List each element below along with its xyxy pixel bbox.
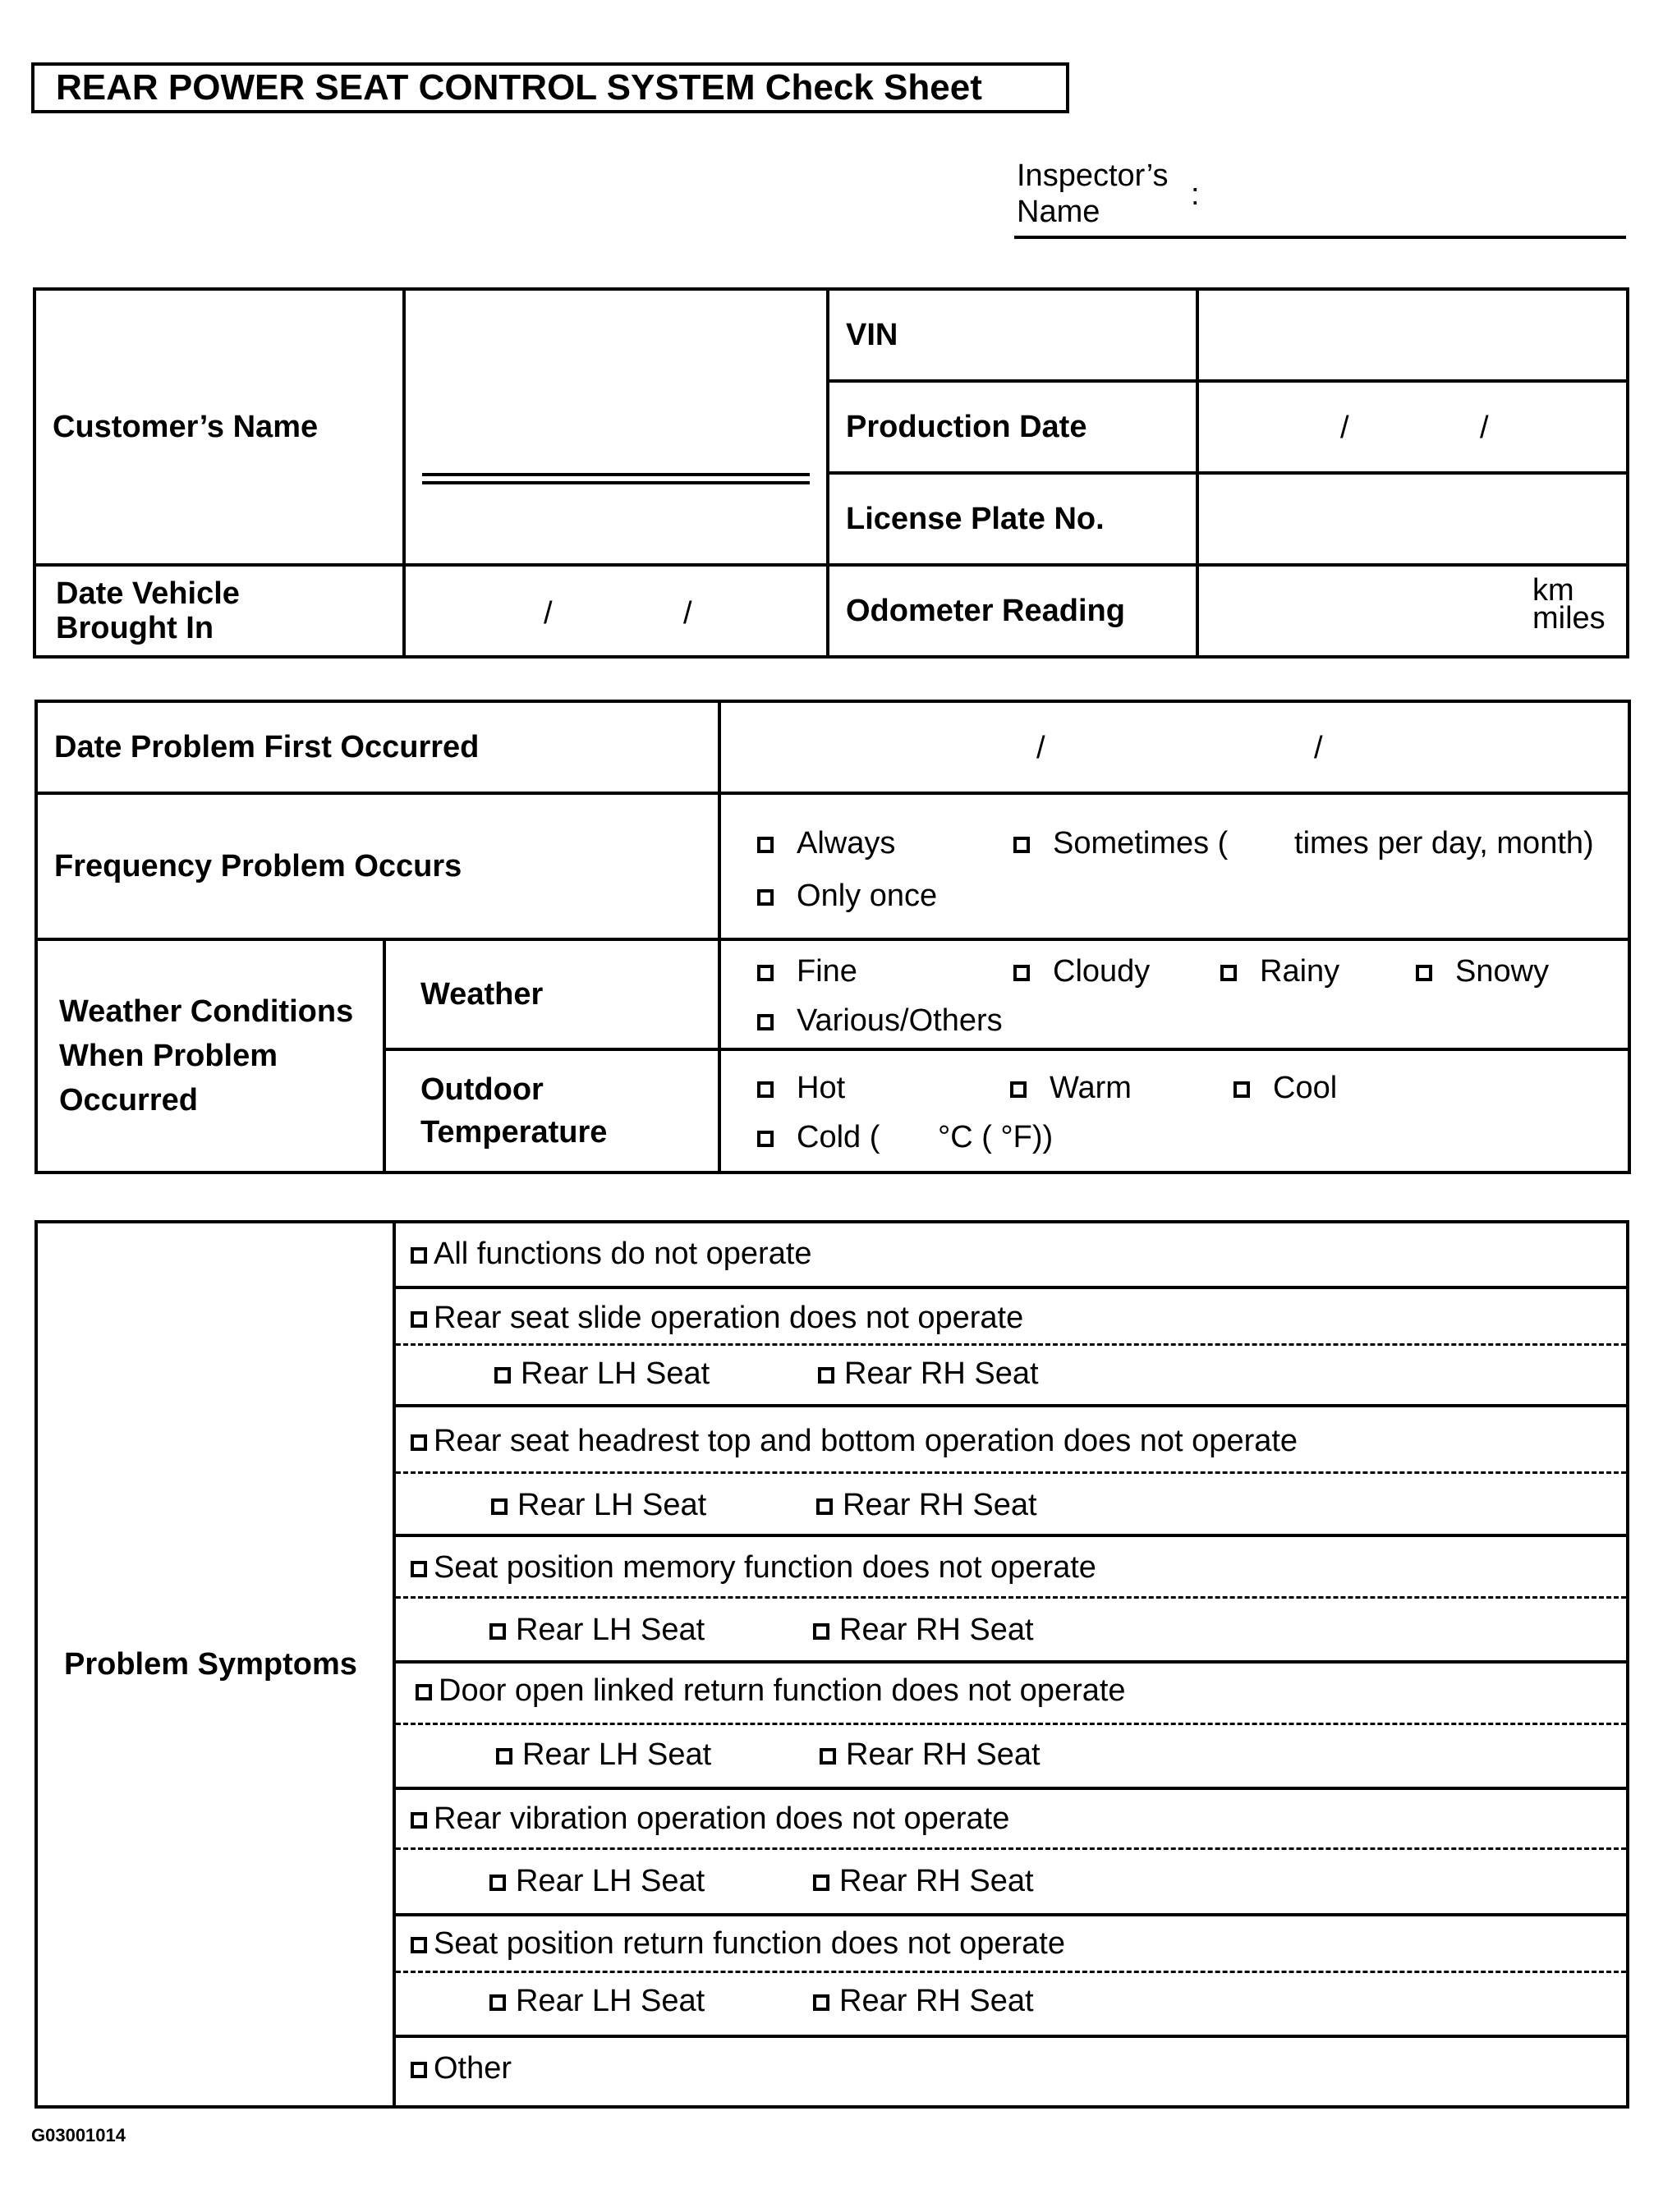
inspector-colon: : xyxy=(1191,177,1200,212)
unit-km: km xyxy=(1532,573,1574,608)
symptom-label: Seat position return function does not operate xyxy=(434,1926,1065,1961)
weather-fine-label: Fine xyxy=(797,954,857,989)
date-separator: / xyxy=(544,596,553,631)
checkbox-door-lh[interactable] xyxy=(496,1748,512,1765)
checkbox-other[interactable] xyxy=(411,2062,427,2078)
rear-rh-seat-label: Rear RH Seat xyxy=(839,1984,1034,2018)
temperature-options xyxy=(719,1049,1629,1173)
symptom-label: Rear vibration operation does not operate xyxy=(434,1801,1010,1836)
temp-hot-label: Hot xyxy=(797,1071,846,1105)
date-separator: / xyxy=(683,596,692,631)
date-separator: / xyxy=(1036,731,1045,765)
weather-options xyxy=(719,939,1629,1049)
weather-rainy-label: Rainy xyxy=(1260,954,1340,989)
license-plate-label: License Plate No. xyxy=(828,473,1197,565)
rear-rh-seat-label: Rear RH Seat xyxy=(843,1488,1037,1522)
customer-name-label: Customer’s Name xyxy=(34,289,404,565)
symptom-label: All functions do not operate xyxy=(434,1237,812,1271)
symptom-row xyxy=(394,1535,1628,1662)
weather-cond-line2: When Problem xyxy=(59,1039,278,1073)
inspector-label-line2: Name xyxy=(1017,195,1100,229)
date-brought-in-line2: Brought In xyxy=(56,611,214,645)
checkbox-cold[interactable] xyxy=(757,1131,774,1147)
checkbox-memory-rh[interactable] xyxy=(813,1623,829,1640)
symptom-label: Seat position memory function does not operate xyxy=(434,1550,1096,1585)
checkbox-snowy[interactable] xyxy=(1416,965,1432,981)
frequency-options xyxy=(719,793,1629,939)
rear-rh-seat-label: Rear RH Seat xyxy=(846,1737,1041,1772)
checkbox-always[interactable] xyxy=(757,837,774,853)
symptom-row xyxy=(394,1788,1628,1915)
checkbox-door-linked[interactable] xyxy=(416,1684,432,1700)
weather-conditions-label xyxy=(36,939,384,1173)
checkbox-headrest-lh[interactable] xyxy=(491,1498,508,1515)
rear-lh-seat-label: Rear LH Seat xyxy=(516,1613,705,1647)
symptom-row xyxy=(394,2036,1628,2107)
rear-lh-seat-label: Rear LH Seat xyxy=(517,1488,707,1522)
checkbox-memory[interactable] xyxy=(411,1561,427,1577)
weather-snowy-label: Snowy xyxy=(1455,954,1550,989)
rear-lh-seat-label: Rear LH Seat xyxy=(522,1737,712,1772)
checkbox-fine[interactable] xyxy=(757,965,774,981)
freq-once-label: Only once xyxy=(797,879,938,913)
checkbox-various[interactable] xyxy=(757,1014,774,1030)
checkbox-return-rh[interactable] xyxy=(813,1994,829,2011)
symptom-row xyxy=(394,1662,1628,1788)
date-separator: / xyxy=(1480,411,1489,445)
date-brought-in-label xyxy=(34,565,404,657)
checkbox-slide[interactable] xyxy=(411,1311,427,1328)
freq-always-label: Always xyxy=(797,826,896,860)
weather-label: Weather xyxy=(384,939,719,1049)
checkbox-cloudy[interactable] xyxy=(1013,965,1030,981)
date-separator: / xyxy=(1314,731,1323,765)
rear-rh-seat-label: Rear RH Seat xyxy=(844,1356,1039,1391)
checkbox-door-rh[interactable] xyxy=(820,1748,836,1765)
weather-cloudy-label: Cloudy xyxy=(1053,954,1151,989)
checkbox-sometimes[interactable] xyxy=(1013,837,1030,853)
rear-lh-seat-label: Rear LH Seat xyxy=(521,1356,710,1391)
date-first-occurred-field[interactable] xyxy=(719,701,1629,793)
rear-rh-seat-label: Rear RH Seat xyxy=(839,1613,1034,1647)
symptom-row xyxy=(394,1287,1628,1406)
date-separator: / xyxy=(1340,411,1349,445)
checkbox-warm[interactable] xyxy=(1010,1081,1027,1098)
odometer-label: Odometer Reading xyxy=(828,565,1197,657)
date-brought-in-line1: Date Vehicle xyxy=(56,576,240,611)
checkbox-vibration[interactable] xyxy=(411,1812,427,1829)
weather-cond-line3: Occurred xyxy=(59,1083,198,1117)
temp-units-label: °C ( °F)) xyxy=(938,1120,1054,1154)
figure-code: G03001014 xyxy=(31,2125,126,2145)
customer-name-field[interactable] xyxy=(404,289,828,565)
symptom-label: Other xyxy=(434,2051,512,2086)
checkbox-slide-lh[interactable] xyxy=(494,1367,511,1384)
vin-field[interactable] xyxy=(1197,289,1628,381)
symptom-row xyxy=(394,1915,1628,2036)
rear-lh-seat-label: Rear LH Seat xyxy=(516,1984,705,2018)
checkbox-only-once[interactable] xyxy=(757,889,774,906)
checkbox-return[interactable] xyxy=(411,1937,427,1953)
symptom-row xyxy=(394,1222,1628,1287)
checkbox-all-functions[interactable] xyxy=(411,1247,427,1264)
symptom-label: Door open linked return function does not operate xyxy=(439,1673,1126,1708)
frequency-label: Frequency Problem Occurs xyxy=(36,793,719,939)
temp-warm-label: Warm xyxy=(1050,1071,1132,1105)
date-brought-in-field[interactable] xyxy=(404,565,828,657)
odometer-field[interactable] xyxy=(1197,565,1628,657)
freq-sometimes-suffix: times per day, month) xyxy=(1294,826,1594,860)
symptom-row xyxy=(394,1406,1628,1535)
checkbox-headrest-rh[interactable] xyxy=(816,1498,833,1515)
symptoms-table xyxy=(34,1220,1629,2109)
checkbox-return-lh[interactable] xyxy=(489,1994,506,2011)
date-first-occurred-label: Date Problem First Occurred xyxy=(36,701,719,793)
temp-label-line2: Temperature xyxy=(420,1115,608,1150)
freq-sometimes-label: Sometimes ( xyxy=(1053,826,1229,860)
inspector-name-field[interactable] xyxy=(1014,236,1626,239)
rear-rh-seat-label: Rear RH Seat xyxy=(839,1864,1034,1898)
checkbox-cool[interactable] xyxy=(1233,1081,1250,1098)
checkbox-hot[interactable] xyxy=(757,1081,774,1098)
checkbox-vibration-rh[interactable] xyxy=(813,1875,829,1891)
temp-cold-label: Cold ( xyxy=(797,1120,880,1154)
unit-miles: miles xyxy=(1532,601,1606,636)
outdoor-temperature-label xyxy=(384,1049,719,1173)
checkbox-slide-rh[interactable] xyxy=(818,1367,834,1384)
license-plate-field[interactable] xyxy=(1197,473,1628,565)
conditions-table xyxy=(34,700,1631,1174)
symptom-label: Rear seat slide operation does not operate xyxy=(434,1301,1024,1335)
vehicle-info-table xyxy=(33,287,1629,659)
inspector-label-line1: Inspector’s xyxy=(1017,158,1169,193)
temp-cool-label: Cool xyxy=(1273,1071,1338,1105)
weather-cond-line1: Weather Conditions xyxy=(59,994,354,1029)
vin-label: VIN xyxy=(828,289,1197,381)
sheet-title: REAR POWER SEAT CONTROL SYSTEM Check Sheet xyxy=(31,62,1069,113)
production-date-label: Production Date xyxy=(828,381,1197,473)
checkbox-memory-lh[interactable] xyxy=(489,1623,506,1640)
checkbox-rainy[interactable] xyxy=(1220,965,1237,981)
rear-lh-seat-label: Rear LH Seat xyxy=(516,1864,705,1898)
problem-symptoms-label: Problem Symptoms xyxy=(36,1222,394,2107)
temp-label-line1: Outdoor xyxy=(420,1072,544,1107)
production-date-field[interactable] xyxy=(1197,381,1628,473)
inspector-name-label xyxy=(1017,158,1168,230)
checkbox-vibration-lh[interactable] xyxy=(489,1875,506,1891)
symptom-label: Rear seat headrest top and bottom operation does not operate xyxy=(434,1424,1298,1458)
weather-various-label: Various/Others xyxy=(797,1003,1003,1038)
checkbox-headrest[interactable] xyxy=(411,1434,427,1451)
